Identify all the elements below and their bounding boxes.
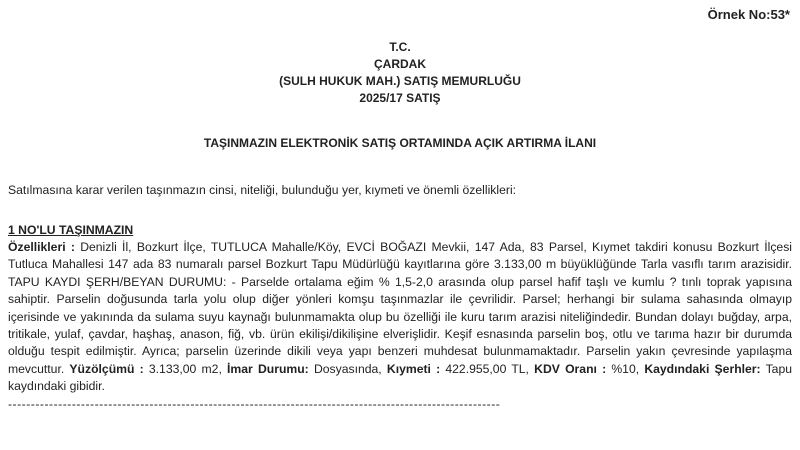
header-line-office: (SULH HUKUK MAH.) SATIŞ MEMURLUĞU: [279, 74, 521, 88]
annotations-value: Tapu kaydındaki gibidir.: [8, 361, 793, 394]
document-header: [0, 39, 800, 107]
features-label: Özellikleri :: [8, 240, 75, 254]
header-line-tc: T.C.: [389, 40, 411, 54]
property-section: [8, 222, 792, 413]
annotations-label: Kaydındaki Şerhler:: [644, 361, 761, 376]
zoning-label: İmar Durumu:: [227, 361, 309, 376]
intro-text: Satılmasına karar verilen taşınmazın cinsi, niteliği, bulunduğu yer, kıymeti ve önemli özellikleri:: [8, 183, 517, 197]
vat-value: %10,: [606, 361, 645, 376]
vat-label: KDV Oranı :: [534, 361, 607, 376]
features-text: Denizli İl, Bozkurt İlçe, TUTLUCA Mahalle/Köy, EVCİ BOĞAZI Mevkii, 147 Ada, 83 Parsel, Kıymet takdiri konusu Bozkurt İlçesi Tutluca Mahallesi 147 ada 83 numaralı parsel Bozkurt Tapu Müdürlüğü kayıtlarına göre 3.133,00 m büyüklüğünde Tarla vasıflı tarım arazisidir. TAPU KAYDI ŞERH/BEYAN DURUMU: - Parselde ortalama eğim % 1,5-2,0 arasında olup parsel hafif taşlı ve kumlu ? tınlı toprak yapısına sahiptir. Parselin doğusunda tarla yolu olup diğer yönleri komşu taşınmazlar ile çevrilidir. Parsel; herhangi bir sulama sahasında olmayıp içerisinde ve yakınında da sulama suyu kaynağı bulunmamakta olup bu özelliği ile kuru tarım arazisi niteliğindedir. Bundan dolayı buğday, arpa, tritikale, yulaf, çavdar, haşhaş, anason, fiğ, vb. ürün ekilişi/dikilişine elverişlidir. Keşif esnasında parselin boş, otlu ve tarıma hazır bir durumda olduğu tespit edilmiştir. Ayrıca; parselin üzerinde dikili veya yapı benzeri muhdesat bulunmamaktadır. Parselin yakın çevresinde yapılaşma mevcuttur.: [8, 240, 792, 376]
value-label: Kıymeti :: [386, 361, 441, 376]
property-description: [8, 239, 792, 396]
property-heading: 1 NO'LU TAŞINMAZIN: [8, 223, 134, 237]
header-line-cardak: ÇARDAK: [374, 57, 426, 71]
document-title: TAŞINMAZIN ELEKTRONİK SATIŞ ORTAMINDA AÇIK ARTIRMA İLANI: [203, 136, 597, 150]
area-label: Yüzölçümü :: [69, 361, 144, 376]
section-separator: ------------------------------------------------------------------------------------------------------------: [8, 396, 501, 411]
area-value: 3.133,00 m2,: [143, 361, 228, 376]
zoning-value: Dosyasında,: [308, 361, 387, 376]
value-amount: 422.955,00 TL,: [440, 361, 535, 376]
example-number: Örnek No:53*: [707, 7, 790, 22]
header-line-case: 2025/17 SATIŞ: [359, 91, 441, 105]
